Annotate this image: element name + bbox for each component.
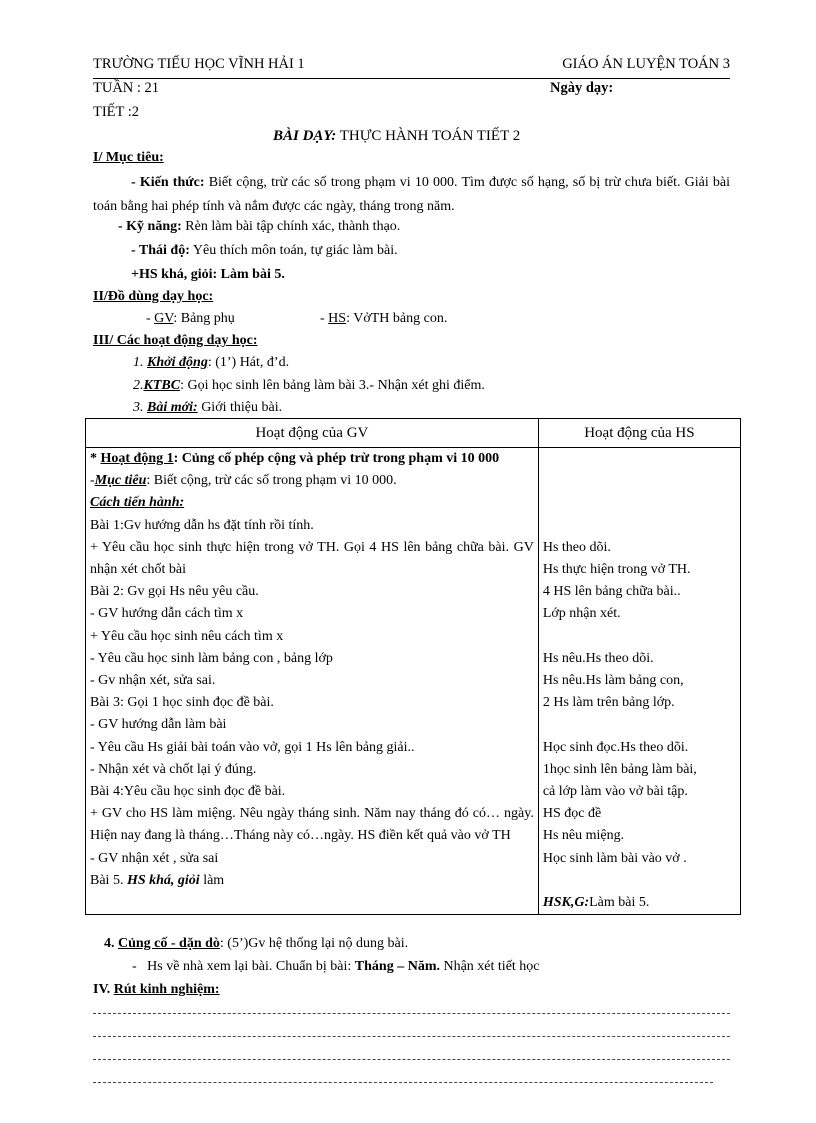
hs-spacer [543,470,736,492]
closing-section: 4. Củng cố - dặn dò: (5’)Gv hệ thống lại nộ dung bài. [104,936,409,951]
gv-step-line: - GV nhận xét , sửa sai [90,850,219,866]
hs-spacer [543,515,736,537]
hs-advanced-label: HSK,G: [542,895,590,911]
activity-1-heading: * Hoạt động 1: Củng cố phép cộng và phép trừ trong phạm vi 10 000 [90,451,500,466]
objectives-heading: I/ Mục tiêu: [93,150,164,165]
materials-gv: - GV: Bảng phụ [146,311,235,326]
gv-step-line: - Gv nhận xét, sửa sai. [90,673,216,689]
review-heading: IV. Rút kinh nghiệm: [93,982,220,997]
gv-step-line: - GV hướng dẫn cách tìm x [90,606,244,622]
col-header-hs: Hoạt động của HS [538,419,740,448]
knowledge-label: Kiến thức: [139,175,205,190]
activity-step-2: 2.KTBC: Gọi học sinh lên bảng làm bài 3.- Nhận xét ghi điểm. [133,378,485,393]
homework-note: - Hs về nhà xem lại bài. Chuẩn bị bài: Tháng – Năm. Nhận xét tiết học [132,959,540,974]
activity-step-3: 3. Bài mới: Giới thiệu bài. [133,400,283,415]
hs-step-line: Hs theo dõi. [542,539,611,555]
hs-spacer [543,626,736,648]
hs-step-line: Hs nêu miệng. [542,828,625,844]
hs-spacer [543,448,736,470]
hs-step-line: Học sinh đọc.Hs theo dõi. [542,739,689,755]
hs-step-line: 2 Hs làm trên bảng lớp. [542,695,675,711]
objective-knowledge: - Kiến thức: Biết cộng, trừ các số trong phạm vi 10 000. Tìm được số hạng, số bị trừ chưa biết. Giải bài toán bằng hai phép tính và nắm được các ngày, tháng trong năm. [93,175,731,214]
hs-step-line: Hs nêu.Hs làm bảng con, [542,673,684,689]
activity-goal: -Mục tiêu: Biết cộng, trừ các số trong phạm vi 10 000. [90,473,397,489]
hs-spacer [543,492,736,514]
materials-hs: - HS: VởTH bảng con. [320,311,448,326]
gv-step-line: Bài 1:Gv hướng dẫn hs đặt tính rồi tính. [90,517,314,533]
gv-step-line: - Yêu cầu học sinh làm bảng con , bảng lớp [90,650,333,666]
hs-step-line: HS đọc đề [542,806,602,822]
gv-step-line: - Yêu cầu Hs giải bài toán vào vở, gọi 1 Hs lên bảng giải.. [90,739,415,755]
lesson-title-label: BÀI DẠY: [273,128,337,144]
objective-skills: - Kỹ năng: Rèn làm bài tập chính xác, thành thạo. [118,219,401,234]
table-body-row [86,448,741,915]
activities-heading: III/ Các hoạt động dạy học: [93,333,258,348]
document-type: GIÁO ÁN LUYỆN TOÁN 3 [562,56,730,72]
lesson-title-text: THỰC HÀNH TOÁN TIẾT 2 [339,128,521,144]
gv-step-list [90,515,534,870]
activities-table [85,418,741,915]
notes-line-2 [93,1036,730,1037]
gv-step-line: + GV cho HS làm miệng. Nêu ngày tháng sinh. Năm nay tháng đó có… ngày. Hiện nay đang là tháng…Tháng này có…ngày. HS điền kết quả vào vở TH [90,806,534,844]
hs-step-line: Học sinh làm bài vào vở . [542,850,687,866]
gv-step-line: - Nhận xét và chốt lại ý đúng. [90,761,257,777]
activity-step-1: 1. Khởi động: (1’) Hát, đ’d. [133,355,290,370]
hs-step-line: 1học sinh lên bảng làm bài, [542,761,697,777]
notes-line-3 [93,1059,730,1060]
col-header-gv: Hoạt động của GV [86,419,539,448]
school-name: TRƯỜNG TIỂU HỌC VĨNH HẢI 1 [93,56,305,72]
hs-step-list [543,448,736,914]
knowledge-text: Biết cộng, trừ các số trong phạm vi 10 000. Tìm được số hạng, số bị trừ chưa biết. Giải bài toán bằng hai phép tính và nắm được các ngày, tháng trong năm. [93,175,731,214]
hs-step-line: Hs nêu.Hs theo dõi. [542,650,654,666]
gv-step-line: Bài 3: Gọi 1 học sinh đọc đề bài. [90,695,274,711]
objective-attitude: - Thái độ: Yêu thích môn toán, tự giác làm bài. [131,243,398,258]
notes-line-4 [93,1082,713,1083]
gv-step-line: - GV hướng dẫn làm bài [90,717,227,733]
hs-step-line: 4 HS lên bảng chữa bài.. [542,584,681,600]
notes-line-1 [93,1013,730,1014]
page-header [93,56,730,79]
gv-step-line: + Yêu cầu học sinh nêu cách tìm x [90,628,284,644]
gv-step-line: Bài 2: Gv gọi Hs nêu yêu cầu. [90,584,259,600]
hs-spacer [543,714,736,736]
period-label: TIẾT :2 [93,104,140,120]
hs-step-line: Hs thực hiện trong vở TH. [542,562,691,578]
gv-step-line: + Yêu cầu học sinh thực hiện trong vở TH. Gọi 4 HS lên bảng chữa bài. GV nhận xét chốt bài [90,539,534,578]
hs-step-line: Lớp nhận xét. [542,606,621,622]
hs-step-line: cả lớp làm vào vở bài tập. [542,784,688,800]
hs-step-line [543,892,736,914]
gv-bai5: Bài 5. HS khá, giỏi làm [90,872,225,888]
method-heading: Cách tiến hành: [90,495,185,511]
hs-advanced-text: Làm bài 5. [589,895,650,911]
objective-advanced: +HS khá, giỏi: Làm bài 5. [131,267,285,282]
lesson-title [273,128,520,145]
date-label: Ngày dạy: [550,80,614,96]
materials-heading: II/Đồ dùng dạy học: [93,289,214,304]
week-label: TUẦN : 21 [93,80,160,96]
table-header-row [86,419,741,448]
gv-activities-cell [86,448,539,915]
gv-step-line: Bài 4:Yêu cầu học sinh đọc đề bài. [90,784,286,800]
hs-activities-cell [538,448,740,915]
hs-spacer [543,870,736,892]
